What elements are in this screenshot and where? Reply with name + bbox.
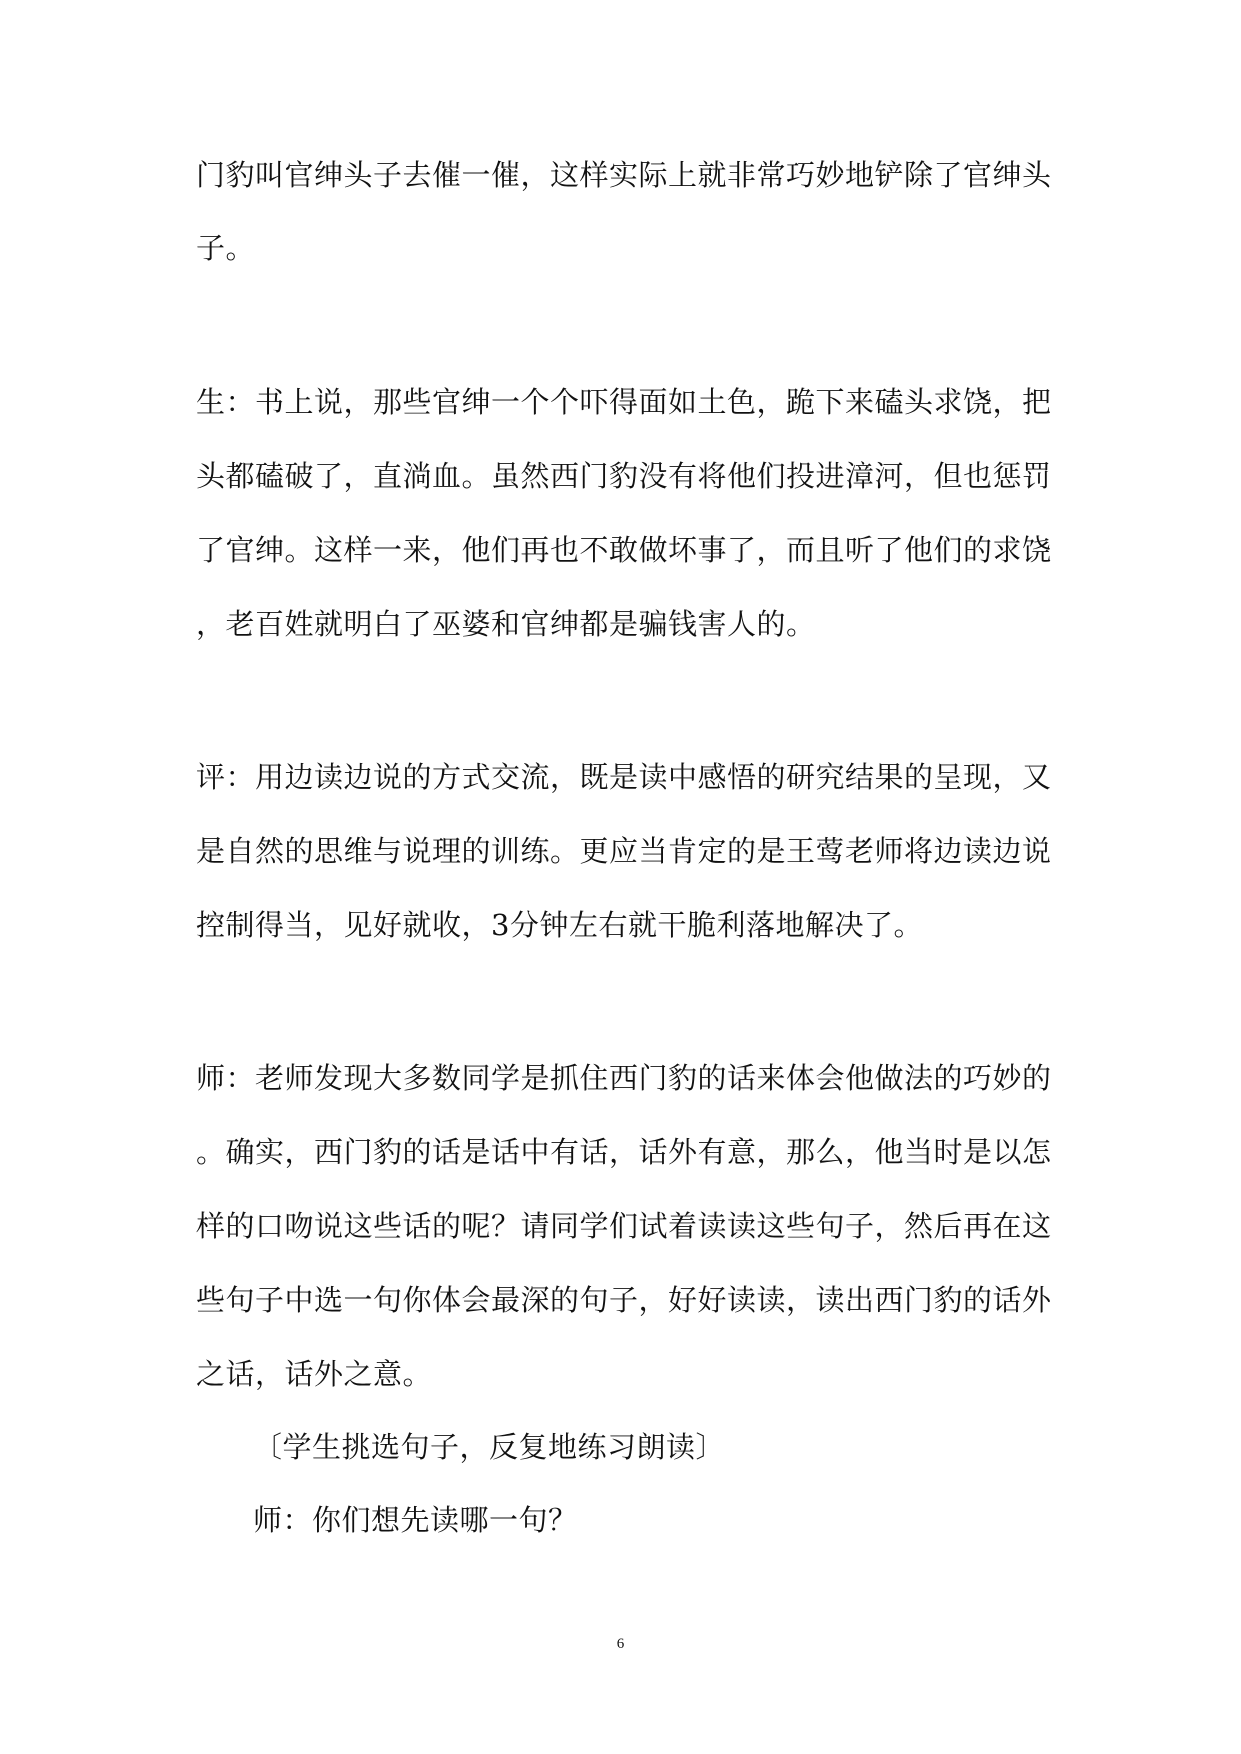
text-line: 样的口吻说这些话的呢？请同学们试着读读这些句子，然后再在这 — [196, 1209, 1052, 1243]
text-line: 控制得当，见好就收，3分钟左右就干脆利落地解决了。 — [196, 908, 923, 942]
text-line: 评：用边读边说的方式交流，既是读中感悟的研究结果的呈现，又 — [196, 760, 1052, 794]
text-line: 师：你们想先读哪一句？ — [253, 1503, 578, 1537]
text-line: 头都磕破了，直淌血。虽然西门豹没有将他们投进漳河，但也惩罚 — [196, 459, 1052, 493]
text-line: ，老百姓就明白了巫婆和官绅都是骗钱害人的。 — [196, 607, 816, 641]
page-number: 6 — [616, 1636, 625, 1652]
text-line: 些句子中选一句你体会最深的句子，好好读读，读出西门豹的话外 — [196, 1283, 1052, 1317]
text-line: 师：老师发现大多数同学是抓住西门豹的话来体会他做法的巧妙的 — [196, 1061, 1052, 1095]
text-line: 子。 — [196, 231, 256, 265]
text-line: 之话，话外之意。 — [196, 1357, 433, 1391]
text-line: 生：书上说，那些官绅一个个吓得面如土色，跪下来磕头求饶，把 — [196, 385, 1052, 419]
text-line: 了官绅。这样一来，他们再也不敢做坏事了，而且听了他们的求饶 — [196, 533, 1052, 567]
text-line: 是自然的思维与说理的训练。更应当肯定的是王莺老师将边读边说 — [196, 834, 1052, 868]
text-line: 〔学生挑选句子，反复地练习朗读〕 — [253, 1430, 726, 1464]
text-line: 。确实，西门豹的话是话中有话，话外有意，那么，他当时是以怎 — [196, 1135, 1052, 1169]
text-line: 门豹叫官绅头子去催一催，这样实际上就非常巧妙地铲除了官绅头 — [196, 158, 1052, 192]
